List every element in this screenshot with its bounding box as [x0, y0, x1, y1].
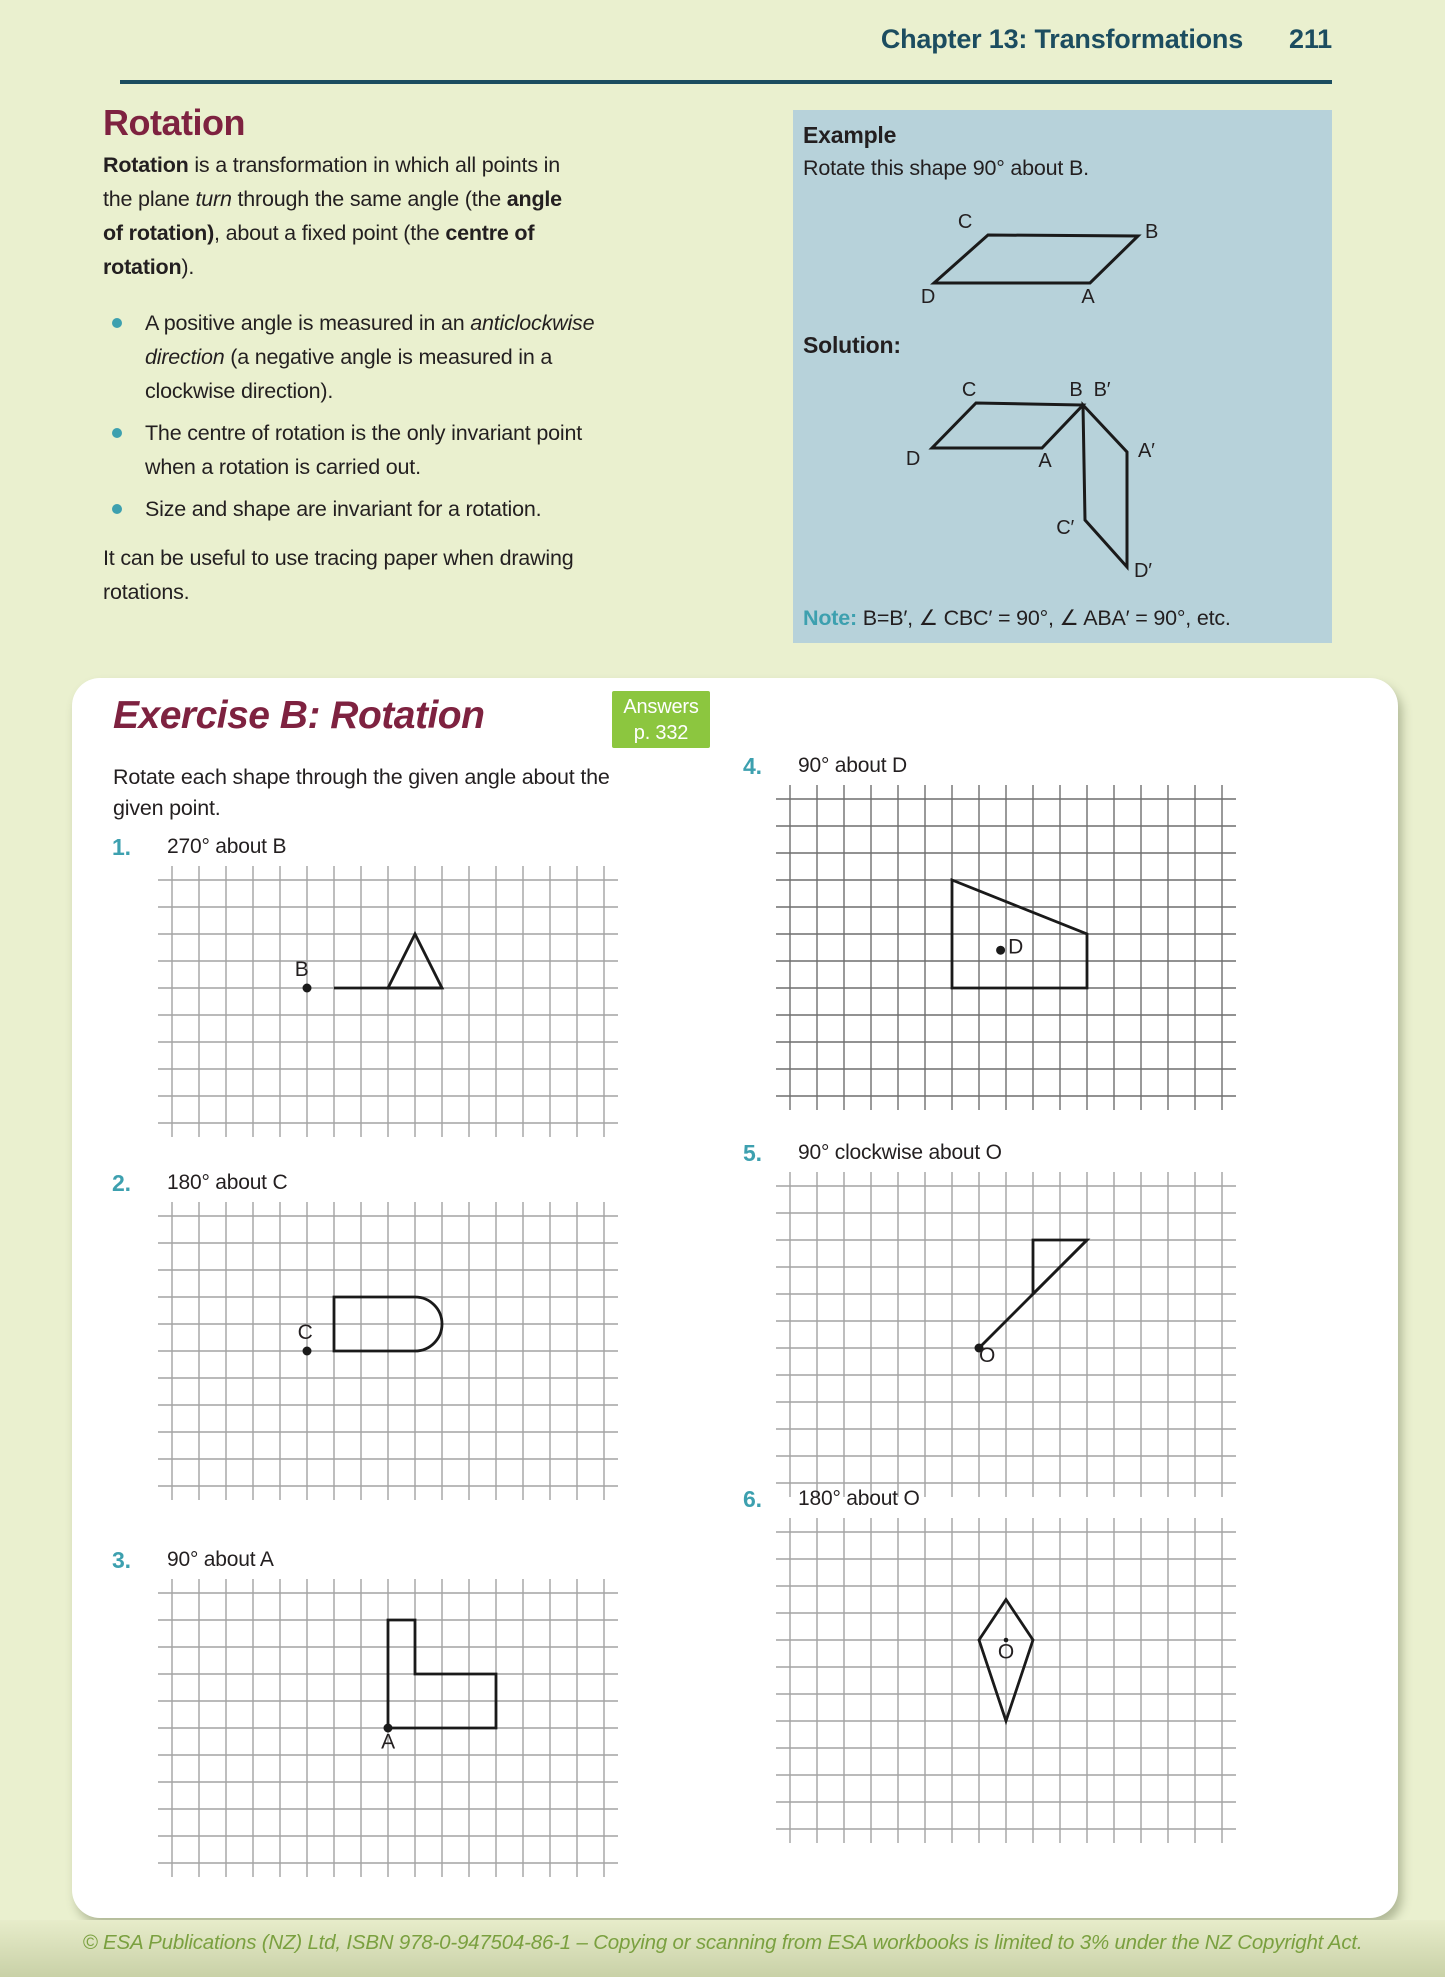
exercise-label: 270° about B [167, 835, 287, 858]
svg-text:B: B [294, 957, 309, 981]
exercise-card [72, 678, 1398, 1918]
answers-badge-line2: p. 332 [633, 722, 689, 744]
example-shape-diagram [793, 210, 1332, 315]
bullet-text: Size and shape are invariant for a rotation. [145, 497, 542, 521]
header-rule [120, 80, 1332, 84]
exercise-grid [158, 1579, 618, 1882]
bullet-dot-icon [112, 504, 122, 514]
exercise-label: 90° about A [167, 1548, 274, 1571]
bullet-dot-icon [112, 318, 122, 328]
svg-text:C′: C′ [1056, 517, 1074, 539]
answers-badge-line1: Answers [623, 696, 699, 718]
answers-badge [612, 691, 710, 748]
bullet-item [103, 492, 723, 526]
page-header [881, 24, 1332, 55]
solution-label: Solution: [803, 332, 901, 358]
svg-text:C: C [297, 1320, 313, 1344]
svg-text:B: B [1069, 380, 1083, 401]
solution-shape-diagram [793, 380, 1332, 611]
exercise-grid [776, 785, 1236, 1115]
exercise-title: Exercise B: Rotation [113, 694, 485, 737]
svg-text:A: A [1081, 286, 1095, 308]
exercise-grid [158, 1202, 618, 1505]
exercise-number: 5. [743, 1140, 762, 1166]
bullet-text: The centre of rotation is the only invariant point when a rotation is carried out. [145, 421, 582, 479]
exercise-grid [776, 1518, 1236, 1848]
exercise-label: 90° clockwise about O [798, 1141, 1002, 1164]
exercise-number: 4. [743, 753, 762, 779]
example-note: Note: B=B′, ∠ CBC′ = 90°, ∠ ABA′ = 90°, etc. [803, 606, 1231, 630]
svg-text:D: D [905, 448, 921, 470]
svg-text:C: C [957, 211, 973, 233]
section-intro: Rotation is a transformation in which all points in the plane turn through the same angle (the angle of rotation), about a fixed point (the centre of rotation). [103, 153, 562, 279]
example-box [793, 110, 1332, 643]
svg-text:D: D [920, 286, 936, 308]
section-title: Rotation [103, 102, 245, 143]
exercise-number: 6. [743, 1486, 762, 1512]
svg-text:B: B [1145, 221, 1159, 243]
chapter-title: Chapter 13: Transformations [880, 24, 1244, 54]
svg-text:A′: A′ [1138, 440, 1155, 462]
footer-strip [0, 1920, 1445, 1977]
page-number: 211 [1289, 24, 1332, 54]
exercise-label: 90° about D [798, 754, 907, 777]
bullet-item [103, 306, 723, 408]
exercise-label: 180° about O [798, 1487, 920, 1510]
example-prompt: Rotate this shape 90° about B. [803, 156, 1089, 180]
svg-text:O: O [997, 1640, 1015, 1664]
exercise-number: 2. [112, 1170, 131, 1196]
exercise-grid [776, 1172, 1236, 1502]
exercise-number: 3. [112, 1547, 131, 1573]
svg-text:A: A [1038, 450, 1052, 472]
bullet-item [103, 416, 723, 484]
exercise-instructions: Rotate each shape through the given angle about the given point. [113, 765, 610, 820]
svg-text:C: C [961, 380, 977, 401]
exercise-label: 180° about C [167, 1171, 288, 1194]
footer-copyright: © ESA Publications (NZ) Ltd, ISBN 978-0-947504-86-1 – Copying or scanning from ESA workbooks is limited to 3% under the NZ Copyright Act. [82, 1931, 1363, 1954]
example-title: Example [803, 122, 897, 148]
svg-text:D: D [1008, 935, 1024, 959]
svg-text:A: A [381, 1730, 395, 1754]
exercise-number: 1. [112, 834, 131, 860]
svg-text:B′: B′ [1093, 380, 1111, 401]
section-outro: It can be useful to use tracing paper when drawing rotations. [103, 546, 574, 604]
exercise-grid [158, 866, 618, 1142]
svg-text:D′: D′ [1134, 560, 1152, 582]
bullet-list [103, 306, 723, 534]
bullet-text: A positive angle is measured in an anticlockwise direction (a negative angle is measured in a clockwise direction). [145, 311, 595, 403]
svg-text:O: O [979, 1344, 996, 1368]
bullet-dot-icon [112, 428, 122, 438]
